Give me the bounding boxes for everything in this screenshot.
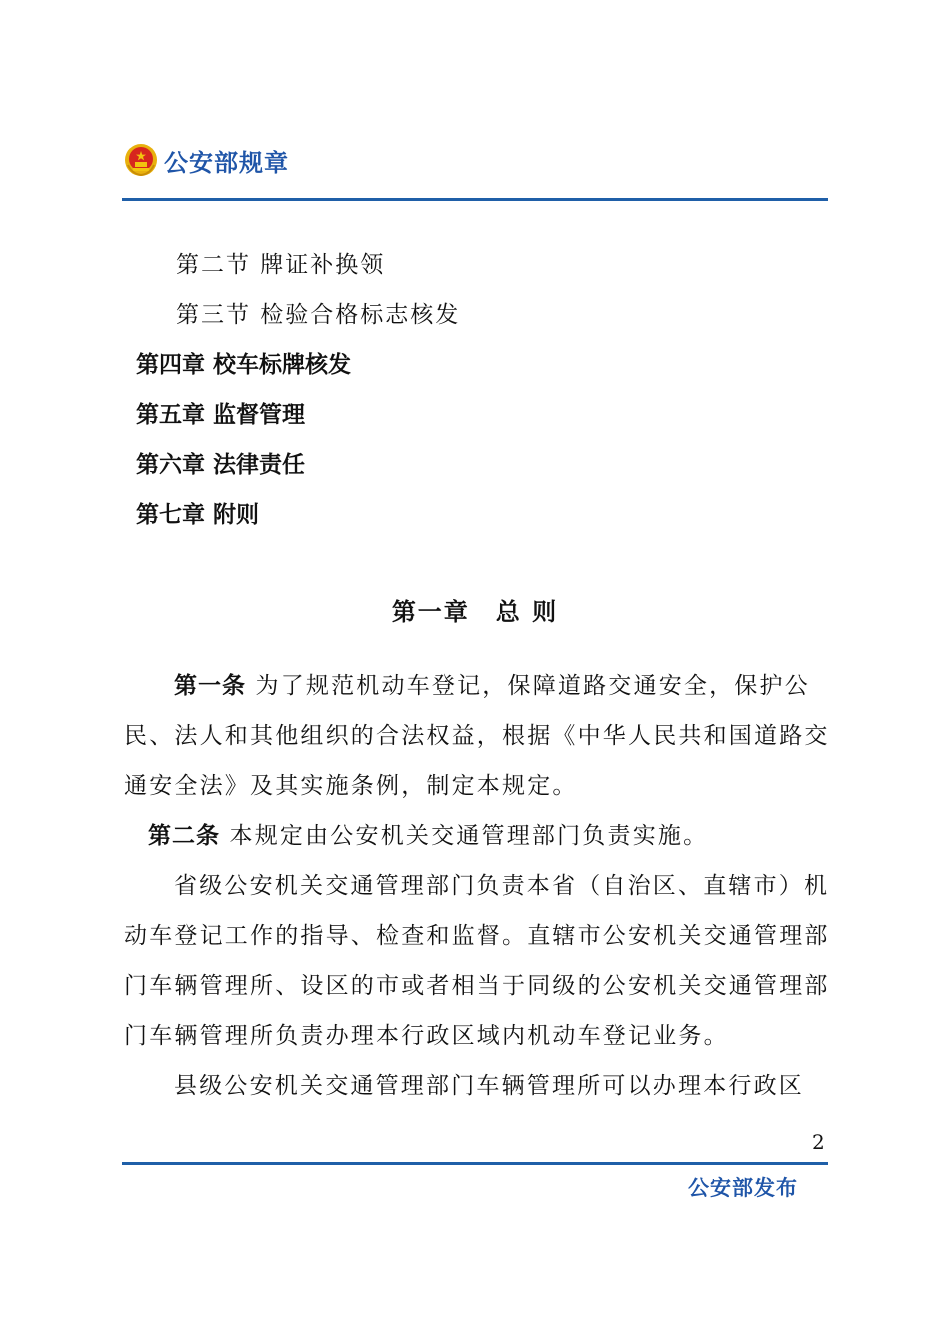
header-title: 公安部规章 [164,148,289,177]
paragraph-line: 县级公安机关交通管理部门车辆管理所可以办理本行政区 [174,1073,804,1099]
header-divider [122,198,828,201]
paragraph-line: 省级公安机关交通管理部门负责本省（自治区、直辖市）机 [174,873,830,899]
paragraph-line: 门车辆管理所负责办理本行政区域内机动车登记业务。 [124,1023,729,1049]
article-label: 第二条 [148,823,220,849]
article-label: 第一条 [174,673,246,699]
toc-chapter: 第六章 法律责任 [136,452,306,478]
paragraph-line: 动车登记工作的指导、检查和监督。直辖市公安机关交通管理部 [124,923,830,949]
toc-section: 第二节 牌证补换领 [176,252,386,278]
article-1 [124,661,830,811]
toc-chapter: 第五章 监督管理 [136,402,306,428]
toc-chapter: 第四章 校车标牌核发 [136,352,352,378]
chapter-heading: 第一章 总 则 [391,598,559,626]
toc-chapter: 第七章 附则 [136,502,260,528]
article-2 [148,811,708,861]
national-emblem-icon [124,143,158,177]
article-1-line: 民、法人和其他组织的合法权益，根据《中华人民共和国道路交 [124,723,830,749]
page-number: 2 [812,1130,825,1154]
page-header [124,138,289,182]
toc-section: 第三节 检验合格标志核发 [176,302,461,328]
article-1-line: 第一条 为了规范机动车登记，保障道路交通安全，保护公 [174,673,810,699]
article-2-line: 第二条 本规定由公安机关交通管理部门负责实施。 [148,823,709,849]
paragraph [124,861,830,1061]
footer-publisher: 公安部发布 [688,1176,798,1200]
footer-divider [122,1162,828,1165]
article-1-line: 通安全法》及其实施条例，制定本规定。 [124,773,578,799]
paragraph-line: 门车辆管理所、设区的市或者相当于同级的公安机关交通管理部 [124,973,830,999]
paragraph [124,1061,804,1111]
